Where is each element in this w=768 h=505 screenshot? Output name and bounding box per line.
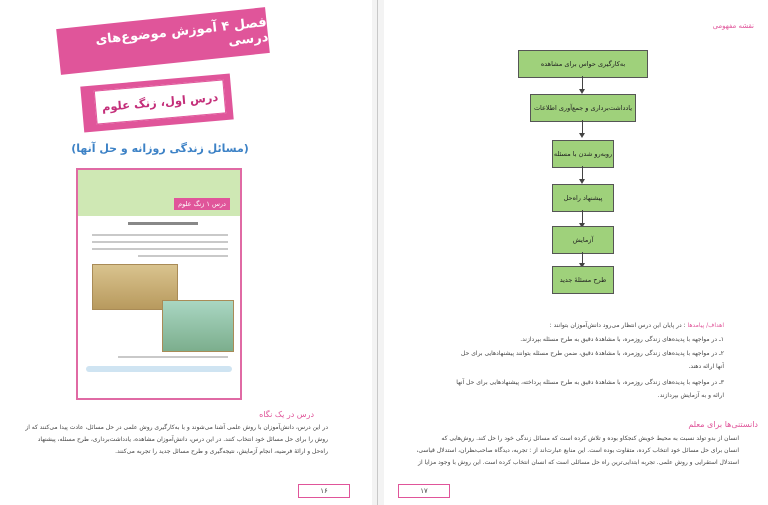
flowchart-arrow: [582, 120, 583, 134]
flowchart-arrow: [582, 76, 583, 90]
summary-line: روش را برای حل مسائل خود انتخاب کنند. در این درس، دانش‌آموزان مشاهده، یادداشت‌برداری، طرح مسئله، پیشنهاد: [37, 436, 328, 443]
thumbnail-caption-line: [118, 356, 228, 358]
thumbnail-lesson-tag: درس ۱ زنگ علوم: [174, 198, 230, 210]
summary-heading: درس در یک نگاه: [259, 410, 314, 419]
goal-item: ۳ـ در مواجهه با پدیده‌های زندگی روزمره، با مشاهدهٔ دقیق به طرح مسئله پرداخته، پیشنهادهایی برای حل آنها: [456, 379, 724, 386]
knowledge-line: استدلال استقرایی و روش علمی. تجربه ابتدایی‌ترین راه حل مسائلی است که انسان انتخاب کرده است. این روش با وجود مزایا از: [418, 459, 739, 466]
flowchart-arrow: [582, 166, 583, 180]
thumbnail-progress-bar: [86, 366, 232, 372]
thumbnail-text-line: [92, 234, 228, 236]
book-spine: [372, 0, 384, 505]
right-page: [384, 0, 768, 505]
classroom-illustration: [162, 300, 234, 352]
left-page: [0, 0, 372, 505]
goal-item: ارائه و به آزمایش بپردازند.: [657, 392, 724, 399]
thumbnail-title-line: [128, 222, 198, 225]
chapter-title: فصل ۴ آموزش موضوع‌های درسی: [94, 15, 269, 50]
flowchart-step: یادداشت‌برداری و جمع‌آوری اطلاعات: [530, 94, 636, 122]
thumbnail-text-line: [92, 248, 228, 250]
flowchart-step: روبه‌رو شدن با مسئله: [552, 140, 614, 168]
teacher-knowledge-text: [384, 433, 739, 469]
summary-text: [0, 422, 328, 458]
lesson-title: درس اول، زنگ علوم: [101, 89, 219, 115]
goals-intro: : در پایان این درس انتظار می‌رود دانش‌آموزان بتوانند :: [549, 322, 686, 329]
goal-item: ۲ـ در مواجهه با پدیده‌های زندگی روزمره، با مشاهدهٔ دقیق، ضمن طرح مسئله بتوانند پیشنهادهایی برای حل: [461, 350, 724, 357]
goals-label: اهداف/ پیامدها: [687, 322, 724, 329]
flowchart-step: به‌کارگیری حواس برای مشاهده: [518, 50, 648, 78]
knowledge-line: انسان از بدو تولد نسبت به محیط خویش کنجکاو بوده و تلاش کرده است که مسائل زندگی خود را حل کند. روش‌هایی که: [441, 435, 739, 442]
flowchart-step: طرح مسئلهٔ جدید: [552, 266, 614, 294]
spine-divider: [377, 0, 378, 505]
thumbnail-text-line: [138, 255, 228, 257]
knowledge-line: انسان برای حل مسائل خود انتخاب کرده، متفاوت بوده است. این منابع عبارت‌اند از : تجربه، دیدگاه صاحب‌نظران، استدلال قیاسی،: [416, 447, 739, 454]
goal-item: آنها ارائه دهند.: [688, 363, 724, 370]
page-number: ۱۷: [398, 484, 450, 498]
thumbnail-text-line: [92, 241, 228, 243]
summary-line: راه‌حل و ارائهٔ فرضیه، انجام آزمایش، نتیجه‌گیری و طرح مسائل جدید را تجربه می‌کنند.: [115, 448, 328, 455]
goal-item: ۱ـ در مواجهه با پدیده‌های زندگی روزمره، با مشاهدهٔ دقیق به طرح مسئله بپردازند.: [520, 336, 724, 343]
flowchart-step: پیشنهاد راه‌حل: [552, 184, 614, 212]
textbook-page-thumbnail: [76, 168, 242, 400]
flowchart-arrow: [582, 210, 583, 224]
teacher-knowledge-heading: دانستنی‌ها برای معلم: [688, 420, 758, 429]
chapter-banner: [56, 7, 270, 75]
concept-map-title: نقشه مفهومی: [712, 22, 754, 30]
summary-line: در این درس، دانش‌آموزان با روش علمی آشنا می‌شوند و با به‌کارگیری روش علمی در حل مسائل، عادت پیدا می‌کنند که از: [25, 424, 328, 431]
goals-intro-line: [384, 320, 724, 332]
flowchart-arrow: [582, 252, 583, 264]
page-number: ۱۶: [298, 484, 350, 498]
lesson-subtitle: (مسائل زندگی روزانه و حل آنها): [71, 142, 249, 155]
flowchart-step: آزمایش: [552, 226, 614, 254]
